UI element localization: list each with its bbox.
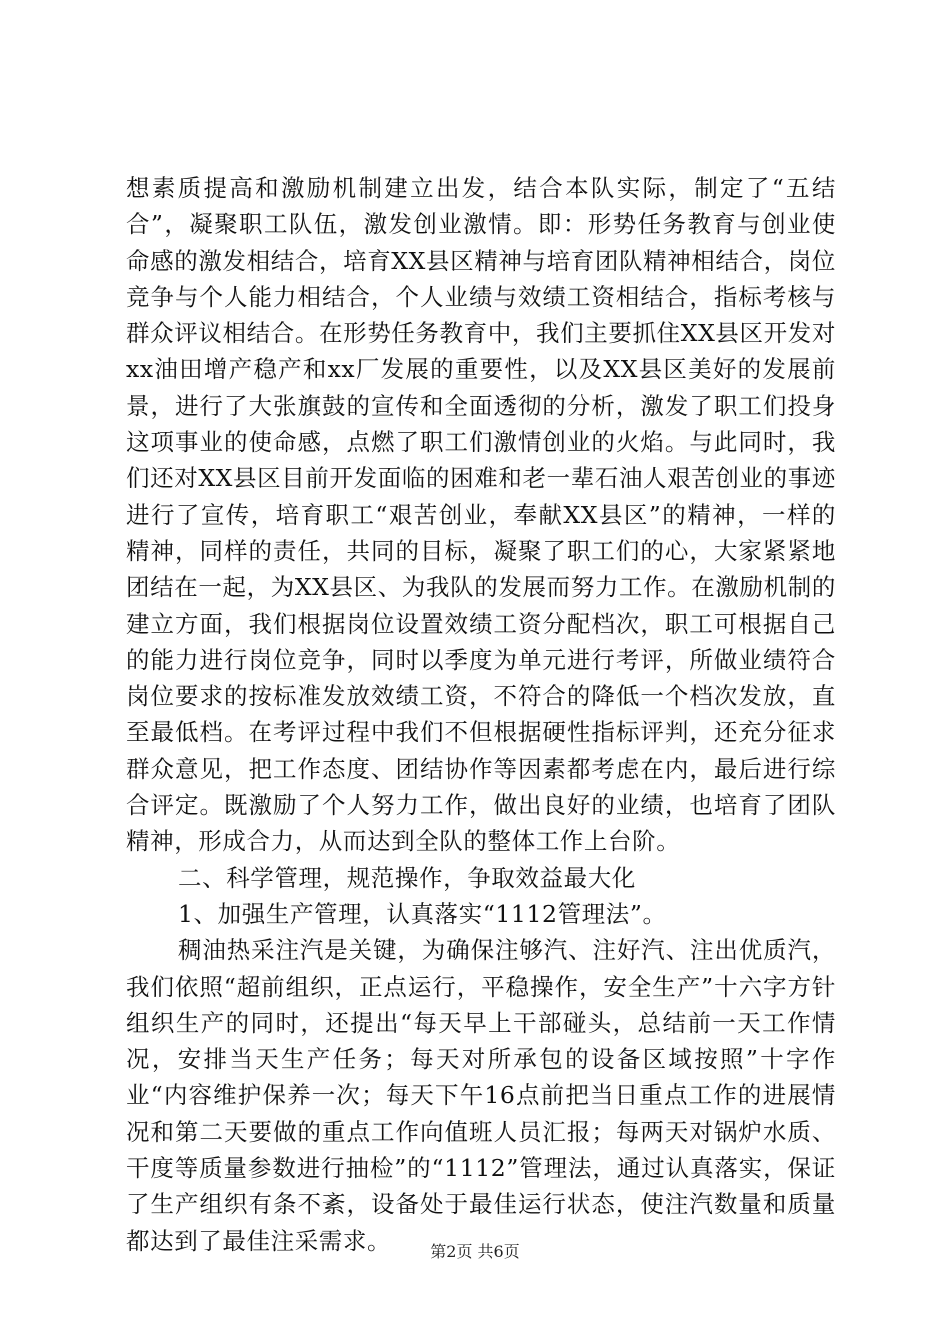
- section-heading-2: 二、科学管理，规范操作，争取效益最大化: [178, 863, 636, 892]
- subsection-heading-2-1: 1、加强生产管理，认真落实“1112管理法”。: [178, 899, 667, 928]
- document-body: [126, 170, 836, 1259]
- page-number-footer: 第2页 共6页: [430, 1242, 520, 1261]
- body-paragraph-continued: 想素质提高和激励机制建立出发，结合本队实际，制定了“五结合”，凝聚职工队伍，激发创业激情。即：形势任务教育与创业使命感的激发相结合，培育XX县区精神与培育团队精神相结合，岗位竞争与个人能力相结合，个人业绩与效绩工资相结合，指标考核与群众评议相结合。在形势任务教育中，我们主要抓住XX县区开发对xx油田增产稳产和xx厂发展的重要性，以及XX县区美好的发展前景，进行了大张旗鼓的宣传和全面透彻的分析，激发了职工们投身这项事业的使命感，点燃了职工们激情创业的火焰。与此同时，我们还对XX县区目前开发面临的困难和老一辈石油人艰苦创业的事迹进行了宣传，培育职工“艰苦创业，奉献XX县区”的精神，一样的精神，同样的责任，共同的目标，凝聚了职工们的心，大家紧紧地团结在一起，为XX县区、为我队的发展而努力工作。在激励机制的建立方面，我们根据岗位设置效绩工资分配档次，职工可根据自己的能力进行岗位竞争，同时以季度为单元进行考评，所做业绩符合岗位要求的按标准发放效绩工资，不符合的降低一个档次发放，直至最低档。在考评过程中我们不但根据硬性指标评判，还充分征求群众意见，把工作态度、团结协作等因素都考虑在内，最后进行综合评定。既激励了个人努力工作，做出良好的业绩，也培育了团队精神，形成合力，从而达到全队的整体工作上台阶。: [126, 174, 836, 856]
- body-paragraph-steam-injection: 稠油热采注汽是关键，为确保注够汽、注好汽、注出优质汽，我们依照“超前组织，正点运行，平稳操作，安全生产”十六字方针组织生产的同时，还提出“每天早上干部碰头，总结前一天工作情况，安排当天生产任务；每天对所承包的设备区域按照”十字作业“内容维护保养一次；每天下午16点前把当日重点工作的进展情况和第二天要做的重点工作向值班人员汇报；每两天对锅炉水质、干度等质量参数进行抽检”的“1112”管理法，通过认真落实，保证了生产组织有条不紊，设备处于最佳运行状态，使注汽数量和质量都达到了最佳注采需求。: [126, 936, 836, 1255]
